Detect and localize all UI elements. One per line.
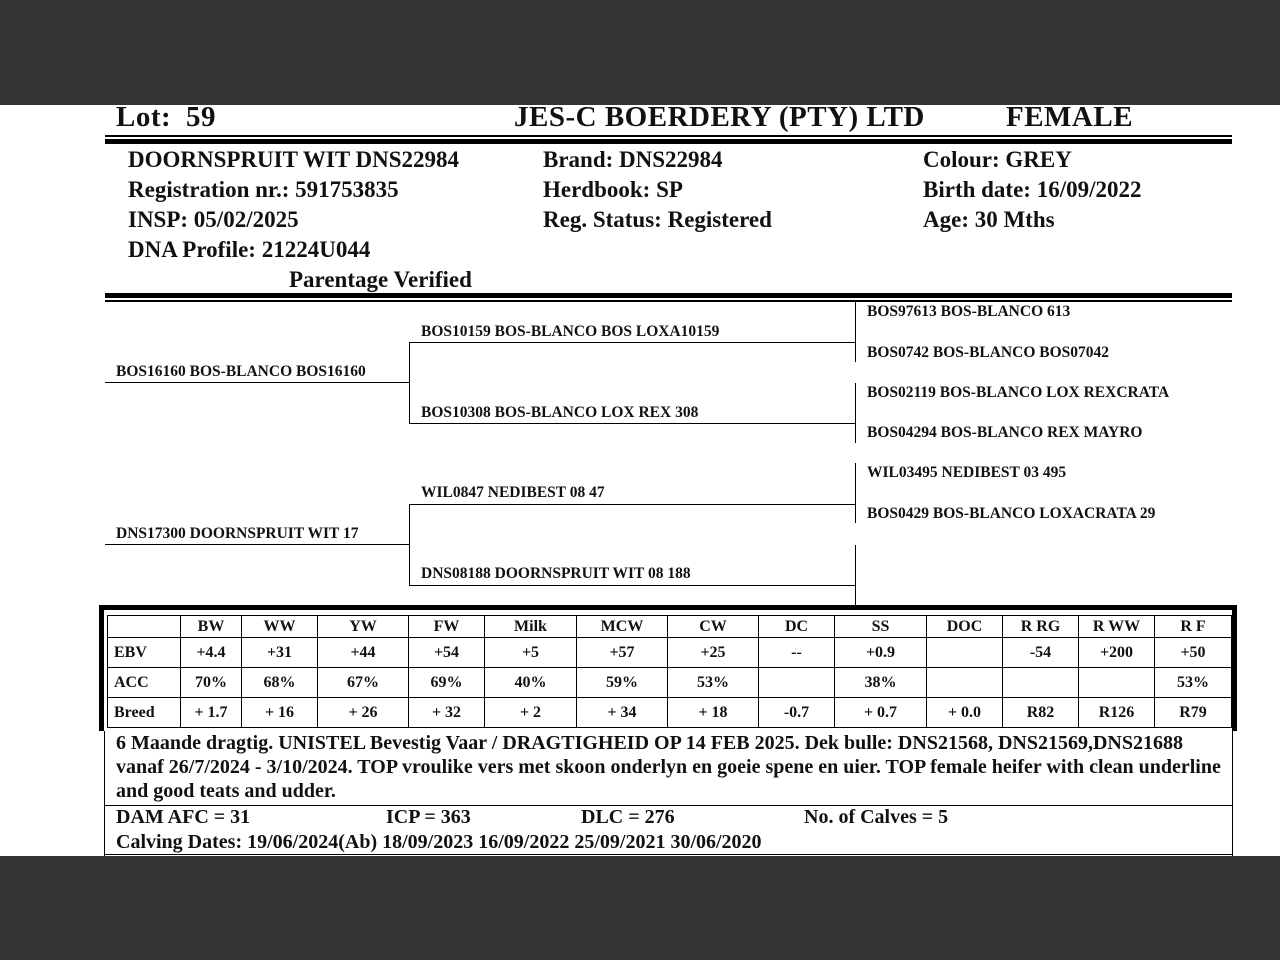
acc-cell: 38% xyxy=(835,668,927,698)
lot-label: Lot: xyxy=(116,105,172,133)
breeder-name: JES-C BOERDERY (PTY) LTD xyxy=(514,105,925,133)
breed-cell: R79 xyxy=(1155,698,1232,728)
breed-cell: R126 xyxy=(1079,698,1155,728)
pedigree-line xyxy=(409,504,855,505)
ebv-col-header: DOC xyxy=(927,616,1003,638)
ebv-frame-right xyxy=(1232,605,1237,731)
breed-cell: + 0.0 xyxy=(927,698,1003,728)
pedigree-line xyxy=(105,382,409,383)
ebv-row xyxy=(108,638,1232,668)
breed-row-label: Breed xyxy=(108,698,181,728)
ebv-col-header xyxy=(108,616,181,638)
comment-box-right xyxy=(1232,731,1233,856)
ebv-cell: +4.4 xyxy=(181,638,242,668)
animal-info-right xyxy=(923,145,1142,235)
comment-text: 6 Maande dragtig. UNISTEL Bevestig Vaar / DRAGTIGHEID OP 14 FEB 2025. Dek bulle: DNS21568, DNS21569,DNS21688 vanaf 26/7/2024 - 3/10/2024. TOP vroulike vers met skoon onderlyn en goeie spene en uier. TOP female heifer with clean underline and good teats and udder. xyxy=(116,732,1221,802)
dna-profile: DNA Profile: 21224U044 xyxy=(128,237,371,262)
ebv-cell: +57 xyxy=(577,638,668,668)
pedigree-ggp-6: BOS0429 BOS-BLANCO LOXACRATA 29 xyxy=(867,505,1156,522)
pedigree-line xyxy=(105,544,409,545)
ebv-cell: +31 xyxy=(242,638,318,668)
registration-number: Registration nr.: 591753835 xyxy=(128,177,399,202)
comment-box-bottom xyxy=(104,854,1233,855)
acc-cell xyxy=(1079,668,1155,698)
ebv-table xyxy=(107,615,1232,728)
pedigree-dam: DNS17300 DOORNSPRUIT WIT 17 xyxy=(116,525,359,542)
header-rule-thick xyxy=(105,139,1232,144)
breed-cell: R82 xyxy=(1003,698,1079,728)
ebv-col-header: R F xyxy=(1155,616,1232,638)
breed-cell: + 2 xyxy=(485,698,577,728)
breed-cell: + 16 xyxy=(242,698,318,728)
reg-status: Reg. Status: Registered xyxy=(543,207,772,232)
brand: Brand: DNS22984 xyxy=(543,147,723,172)
acc-cell: 67% xyxy=(318,668,409,698)
animal-info-left xyxy=(128,145,472,295)
breed-cell: + 1.7 xyxy=(181,698,242,728)
ebv-cell: +50 xyxy=(1155,638,1232,668)
pedigree-sire: BOS16160 BOS-BLANCO BOS16160 xyxy=(116,363,366,380)
ebv-header-row xyxy=(108,616,1232,638)
pedigree-ggp-3: BOS02119 BOS-BLANCO LOX REXCRATA xyxy=(867,384,1170,401)
pedigree-sire-sire: BOS10159 BOS-BLANCO BOS LOXA10159 xyxy=(421,323,720,340)
animal-info-middle xyxy=(543,145,772,235)
acc-cell xyxy=(1003,668,1079,698)
dam-calves: No. of Calves = 5 xyxy=(804,806,949,828)
acc-cell: 53% xyxy=(1155,668,1232,698)
breed-row xyxy=(108,698,1232,728)
breed-cell: + 18 xyxy=(668,698,759,728)
acc-cell xyxy=(927,668,1003,698)
ebv-col-header: CW xyxy=(668,616,759,638)
info-rule-thick xyxy=(105,293,1232,298)
pedigree-dam-sire: WIL0847 NEDIBEST 08 47 xyxy=(421,484,605,501)
dam-icp: ICP = 363 xyxy=(386,806,471,828)
breed-cell: + 32 xyxy=(409,698,485,728)
ebv-col-header: WW xyxy=(242,616,318,638)
ebv-col-header: FW xyxy=(409,616,485,638)
pedigree-ggp-4: BOS04294 BOS-BLANCO REX MAYRO xyxy=(867,424,1143,441)
pedigree-ggp-2: BOS0742 BOS-BLANCO BOS07042 xyxy=(867,344,1110,361)
animal-name: DOORNSPRUIT WIT DNS22984 xyxy=(128,147,460,172)
ebv-row-label: EBV xyxy=(108,638,181,668)
ebv-col-header: SS xyxy=(835,616,927,638)
ebv-col-header: BW xyxy=(181,616,242,638)
dam-afc: DAM AFC = 31 xyxy=(116,806,251,828)
acc-cell: 59% xyxy=(577,668,668,698)
ebv-cell: +54 xyxy=(409,638,485,668)
pedigree-dam-dam: DNS08188 DOORNSPRUIT WIT 08 188 xyxy=(421,565,691,582)
insp-date: INSP: 05/02/2025 xyxy=(128,207,299,232)
header-rule-thin xyxy=(105,135,1232,137)
birth-date: Birth date: 16/09/2022 xyxy=(923,177,1142,202)
pedigree-line xyxy=(855,302,856,362)
acc-cell: 70% xyxy=(181,668,242,698)
herdbook: Herdbook: SP xyxy=(543,177,683,202)
ebv-cell: +44 xyxy=(318,638,409,668)
pedigree-line xyxy=(409,504,410,585)
lot-sheet xyxy=(0,105,1280,856)
pedigree-line xyxy=(409,423,855,424)
ebv-col-header: R RG xyxy=(1003,616,1079,638)
info-rule-thin xyxy=(105,300,1232,302)
ebv-frame-left xyxy=(99,605,104,731)
colour: Colour: GREY xyxy=(923,147,1072,172)
pedigree-ggp-5: WIL03495 NEDIBEST 03 495 xyxy=(867,464,1067,481)
lot-number: 59 xyxy=(186,105,216,133)
acc-row-label: ACC xyxy=(108,668,181,698)
sex-label: FEMALE xyxy=(1006,105,1134,133)
acc-cell: 53% xyxy=(668,668,759,698)
ebv-col-header: YW xyxy=(318,616,409,638)
acc-cell: 69% xyxy=(409,668,485,698)
pedigree-line xyxy=(855,463,856,523)
ebv-cell: +5 xyxy=(485,638,577,668)
pedigree-line xyxy=(855,545,856,605)
acc-cell xyxy=(759,668,835,698)
pedigree-sire-dam: BOS10308 BOS-BLANCO LOX REX 308 xyxy=(421,404,699,421)
ebv-col-header: R WW xyxy=(1079,616,1155,638)
ebv-col-header: Milk xyxy=(485,616,577,638)
breed-cell: + 34 xyxy=(577,698,668,728)
pedigree-line xyxy=(855,383,856,443)
pedigree-line xyxy=(409,342,855,343)
parentage-status: Parentage Verified xyxy=(289,267,472,292)
ebv-cell: -54 xyxy=(1003,638,1079,668)
age: Age: 30 Mths xyxy=(923,207,1055,232)
breed-cell: -0.7 xyxy=(759,698,835,728)
acc-cell: 68% xyxy=(242,668,318,698)
breed-cell: + 26 xyxy=(318,698,409,728)
ebv-cell: +200 xyxy=(1079,638,1155,668)
pedigree-ggp-1: BOS97613 BOS-BLANCO 613 xyxy=(867,303,1071,320)
ebv-col-header: MCW xyxy=(577,616,668,638)
breed-cell: + 0.7 xyxy=(835,698,927,728)
ebv-col-header: DC xyxy=(759,616,835,638)
acc-row xyxy=(108,668,1232,698)
acc-cell: 40% xyxy=(485,668,577,698)
pedigree-line xyxy=(409,585,855,586)
comment-box-left xyxy=(104,731,105,856)
ebv-frame-top xyxy=(99,605,1237,610)
dam-dlc: DLC = 276 xyxy=(581,806,675,828)
ebv-cell: +25 xyxy=(668,638,759,668)
ebv-cell: +0.9 xyxy=(835,638,927,668)
pedigree-line xyxy=(409,343,410,424)
calving-dates: Calving Dates: 19/06/2024(Ab) 18/09/2023 16/09/2022 25/09/2021 30/06/2020 xyxy=(116,831,762,853)
ebv-cell: -- xyxy=(759,638,835,668)
ebv-cell xyxy=(927,638,1003,668)
